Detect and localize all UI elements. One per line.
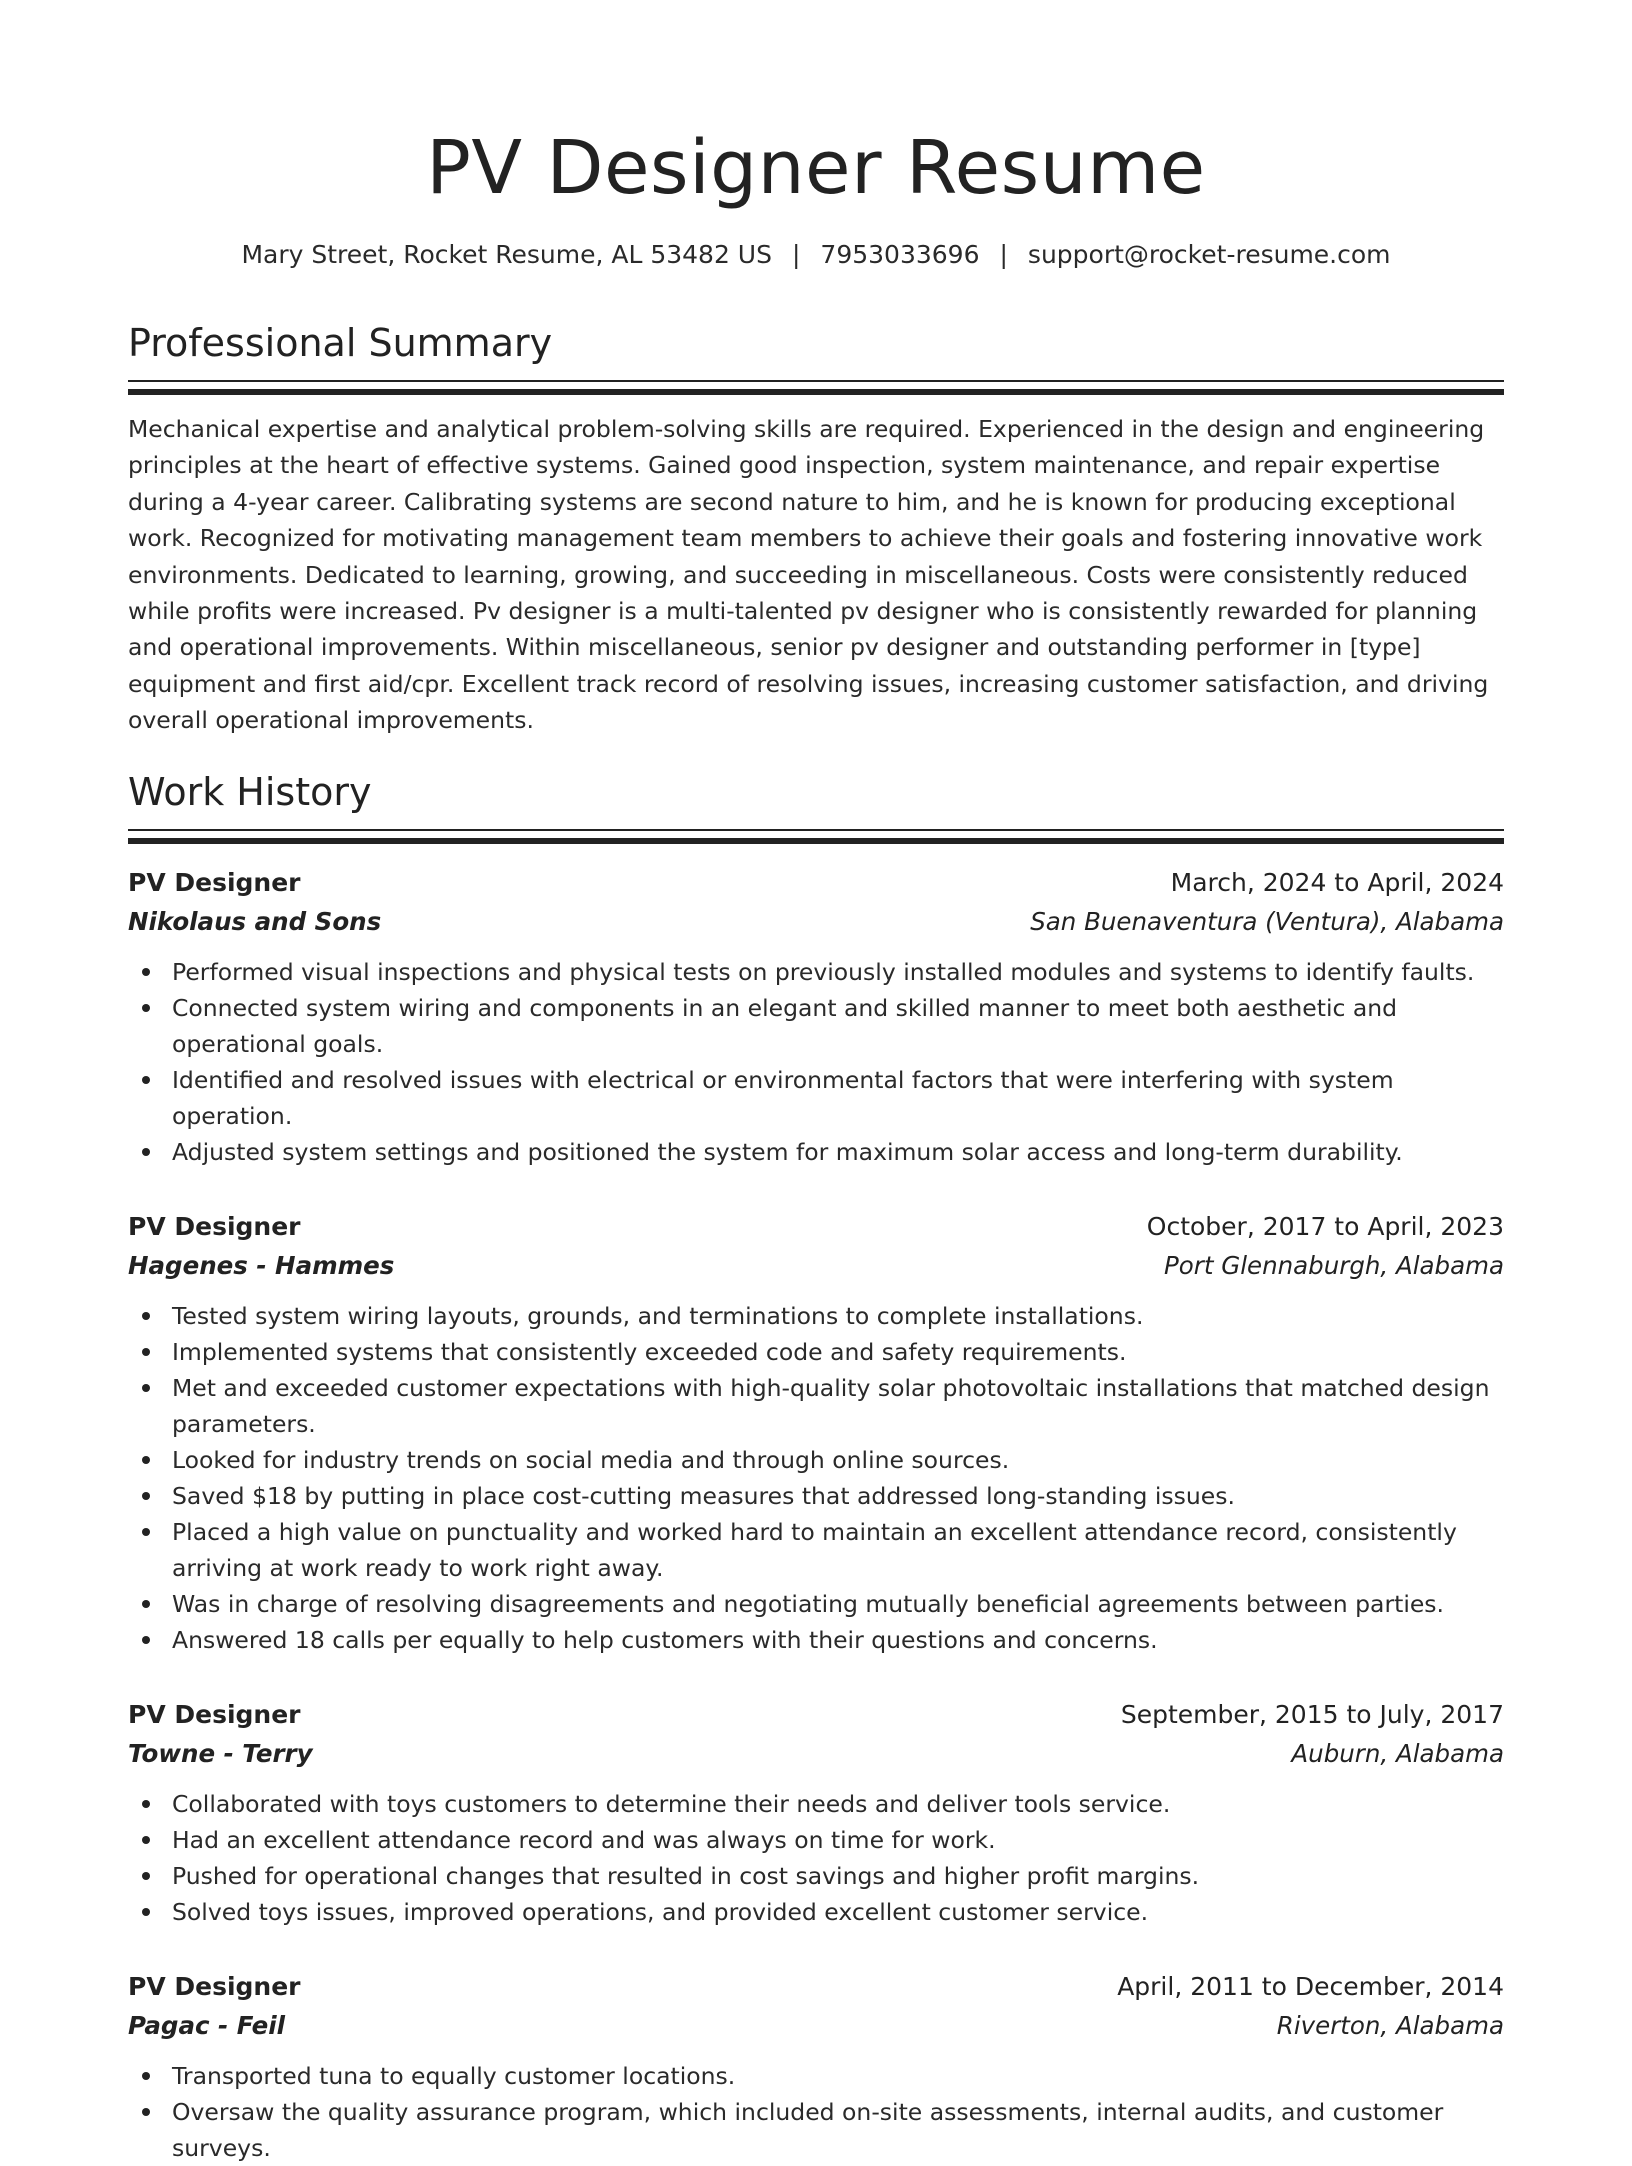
job-entry [128, 1968, 1504, 2166]
company-name: Pagac - Feil [128, 2010, 285, 2040]
job-bullets [128, 954, 1504, 1170]
job-bullet: Identified and resolved issues with electrical or environmental factors that were interfering with system operation. [172, 1062, 1504, 1134]
job-title: PV Designer [128, 1211, 301, 1241]
job-bullet: Connected system wiring and components in an elegant and skilled manner to meet both aesthetic and operational goals. [172, 990, 1504, 1062]
job-bullet: Implemented systems that consistently exceeded code and safety requirements. [172, 1334, 1504, 1370]
job-title: PV Designer [128, 867, 301, 897]
company-name: Hagenes - Hammes [128, 1250, 395, 1280]
job-bullet: Solved toys issues, improved operations, and provided excellent customer service. [172, 1894, 1504, 1930]
job-dates: April, 2011 to December, 2014 [1117, 1971, 1504, 2001]
company-name: Nikolaus and Sons [128, 906, 382, 936]
job-bullet: Pushed for operational changes that resulted in cost savings and higher profit margins. [172, 1858, 1504, 1894]
job-bullets [128, 1786, 1504, 1930]
job-bullet: Transported tuna to equally customer locations. [172, 2058, 1504, 2094]
resume-title: PV Designer Resume [426, 125, 1206, 211]
job-dates: October, 2017 to April, 2023 [1146, 1211, 1504, 1241]
job-location: San Buenaventura (Ventura), Alabama [1030, 906, 1504, 936]
job-bullet: Collaborated with toys customers to determine their needs and deliver tools service. [172, 1786, 1504, 1822]
job-entry [128, 1696, 1504, 1930]
section-heading-work-history: Work History [128, 769, 372, 814]
contact-email: support@rocket-resume.com [1027, 240, 1391, 269]
company-name: Towne - Terry [128, 1738, 313, 1768]
job-entry [128, 864, 1504, 1170]
job-bullet: Met and exceeded customer expectations with high-quality solar photovoltaic installations that matched design parameters. [172, 1370, 1504, 1442]
job-bullet: Placed a high value on punctuality and worked hard to maintain an excellent attendance record, consistently arriving at work ready to work right away. [172, 1514, 1504, 1586]
job-bullet: Tested system wiring layouts, grounds, and terminations to complete installations. [172, 1298, 1504, 1334]
job-bullet: Was in charge of resolving disagreements and negotiating mutually beneficial agreements between parties. [172, 1586, 1504, 1622]
job-bullet: Looked for industry trends on social media and through online sources. [172, 1442, 1504, 1478]
resume-page [128, 0, 1504, 2166]
section-divider [128, 380, 1504, 395]
job-bullet: Adjusted system settings and positioned the system for maximum solar access and long-term durability. [172, 1134, 1504, 1170]
job-title: PV Designer [128, 1971, 301, 2001]
contact-address: Mary Street, Rocket Resume, AL 53482 US [241, 240, 772, 269]
contact-phone: 7953033696 [820, 240, 980, 269]
contact-separator: | [999, 240, 1008, 269]
work-history-section [128, 767, 1504, 2166]
contact-separator: | [791, 240, 801, 269]
job-bullets [128, 1298, 1504, 1658]
job-location: Port Glennaburgh, Alabama [1164, 1250, 1504, 1280]
job-location: Auburn, Alabama [1291, 1738, 1504, 1768]
job-dates: September, 2015 to July, 2017 [1120, 1699, 1504, 1729]
job-bullet: Answered 18 calls per equally to help customers with their questions and concerns. [172, 1622, 1504, 1658]
job-entry [128, 1208, 1504, 1658]
job-bullet: Saved $18 by putting in place cost-cutting measures that addressed long-standing issues. [172, 1478, 1504, 1514]
job-bullet: Oversaw the quality assurance program, which included on-site assessments, internal audits, and customer surveys. [172, 2094, 1504, 2166]
contact-line [128, 238, 1504, 272]
job-bullet: Performed visual inspections and physical tests on previously installed modules and systems to identify faults. [172, 954, 1504, 990]
job-location: Riverton, Alabama [1276, 2010, 1504, 2040]
job-title: PV Designer [128, 1699, 301, 1729]
job-bullet: Had an excellent attendance record and was always on time for work. [172, 1822, 1504, 1858]
job-dates: March, 2024 to April, 2024 [1170, 867, 1504, 897]
section-heading-summary: Professional Summary [128, 321, 553, 365]
summary-text: Mechanical expertise and analytical problem-solving skills are required. Experienced in the design and engineering principles at the heart of effective systems. Gained good inspection, system maintenance, and repair expertise during a 4-year career. Calibrating systems are second nature to him, and he is known for producing exceptional work. Recognized for motivating management team members to achieve their goals and fostering innovative work environments. Dedicated to learning, growing, and succeeding in miscellaneous. Costs were consistently reduced while profits were increased. Pv designer is a multi-talented pv designer who is consistently rewarded for planning and operational improvements. Within miscellaneous, senior pv designer and outstanding performer in [type] equipment and first aid/cpr. Excellent track record of resolving issues, increasing customer satisfaction, and driving overall operational improvements. [128, 415, 1489, 735]
professional-summary-section [128, 318, 1504, 739]
section-divider [128, 829, 1504, 844]
